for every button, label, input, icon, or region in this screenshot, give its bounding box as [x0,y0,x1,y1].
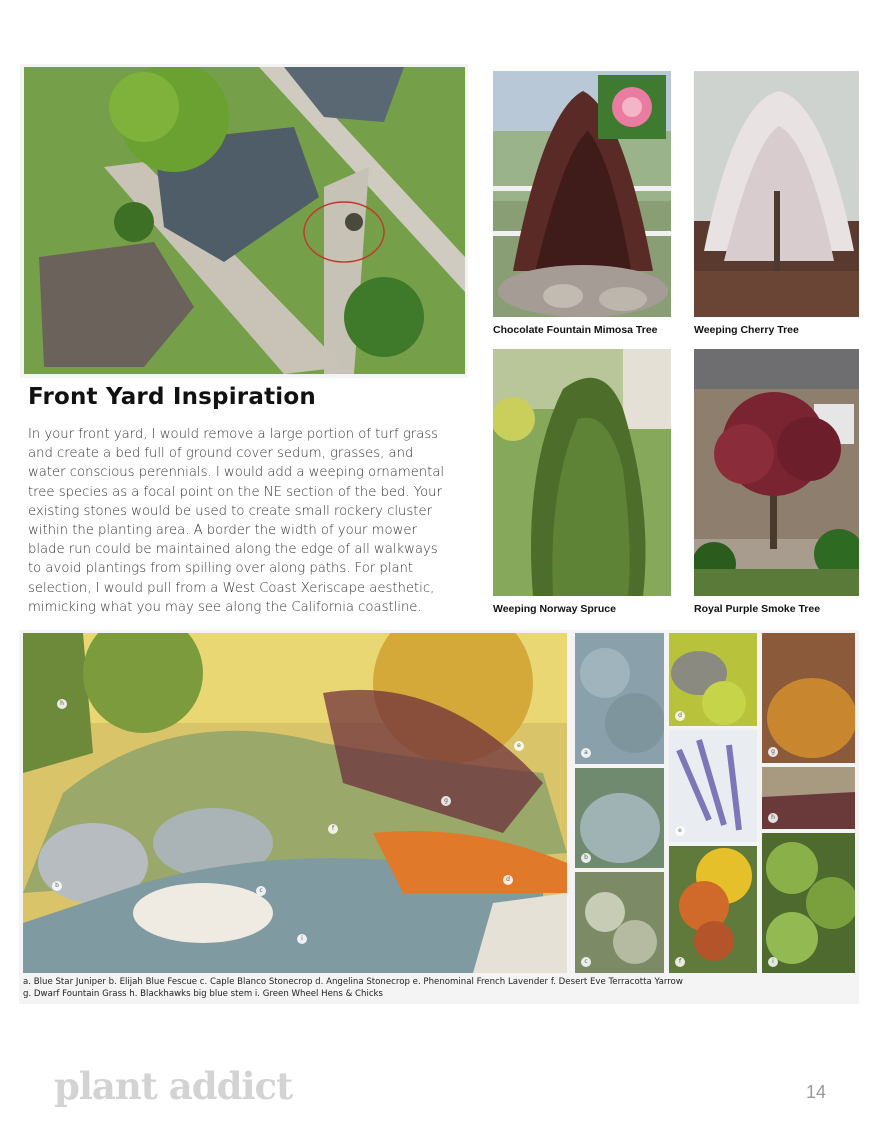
photo-tag-g: g [441,796,451,806]
smoke-tree-photo [694,349,859,596]
tile-tag-b: b [581,853,591,863]
plant-legend-line-1: a. Blue Star Juniper b. Elijah Blue Fescue c. Caple Blanco Stonecrop d. Angelina Stonecrop e. Phenominal French Lavender f. Desert Eve Terracotta Yarrow [23,977,683,987]
tile-tag-e: e [675,826,685,836]
tile-tag-c: c [581,957,591,967]
smoke-tree-caption: Royal Purple Smoke Tree [694,603,821,615]
photo-tag-e: e [514,741,524,751]
tile-tag-f: f [675,957,685,967]
weeping-cherry-photo [694,71,859,317]
hens-chicks-photo [762,833,855,973]
page-number: 14 [806,1082,827,1102]
photo-tag-c: c [256,886,266,896]
dwarf-fountain-grass-photo [762,633,855,763]
xeriscape-garden-photo [23,633,567,973]
tile-tag-i: i [768,957,778,967]
brand-logo: plant addict [54,1064,293,1108]
capo-blanco-stonecrop-photo [575,872,664,973]
tile-tag-a: a [581,748,591,758]
tile-tag-g: g [768,747,778,757]
plant-legend-line-2: g. Dwarf Fountain Grass h. Blackhawks big blue stem i. Green Wheel Hens & Chicks [23,989,384,999]
blue-star-juniper-photo [575,633,664,764]
photo-tag-d: d [503,875,513,885]
tile-tag-h: h [768,813,778,823]
blackhawks-bluestem-photo [762,767,855,829]
tile-tag-d: d [675,711,685,721]
norway-spruce-photo [493,349,671,596]
photo-tag-i: i [297,934,307,944]
section-paragraph: In your front yard, I would remove a large portion of turf grass and create a bed full of ground cover sedum, grasses, and water conscious perennials. I would add a weeping ornamental tree species as a focal point on the NE section of the bed. Your existing stones would be used to create small rockery cluster within the planting area. A border the width of your mower blade run could be maintained along the edge of all walkways to avoid plantings from spilling over along paths. For plant selection, I would pull from a West Coast Xeriscape aesthetic, mimicking what you may see along the California coastline. [28,427,445,615]
photo-tag-h: h [57,699,67,709]
norway-spruce-caption: Weeping Norway Spruce [493,603,616,615]
terracotta-yarrow-photo [669,846,757,973]
mimosa-tree-caption: Chocolate Fountain Mimosa Tree [493,324,658,336]
photo-tag-f: f [328,824,338,834]
angelina-stonecrop-photo [669,633,757,726]
photo-tag-b: b [52,881,62,891]
weeping-cherry-caption: Weeping Cherry Tree [694,324,799,336]
elijah-blue-fescue-photo [575,768,664,868]
french-lavender-photo [669,730,757,842]
aerial-photo [24,67,465,374]
section-title: Front Yard Inspiration [28,384,316,410]
mimosa-tree-photo [493,71,671,317]
